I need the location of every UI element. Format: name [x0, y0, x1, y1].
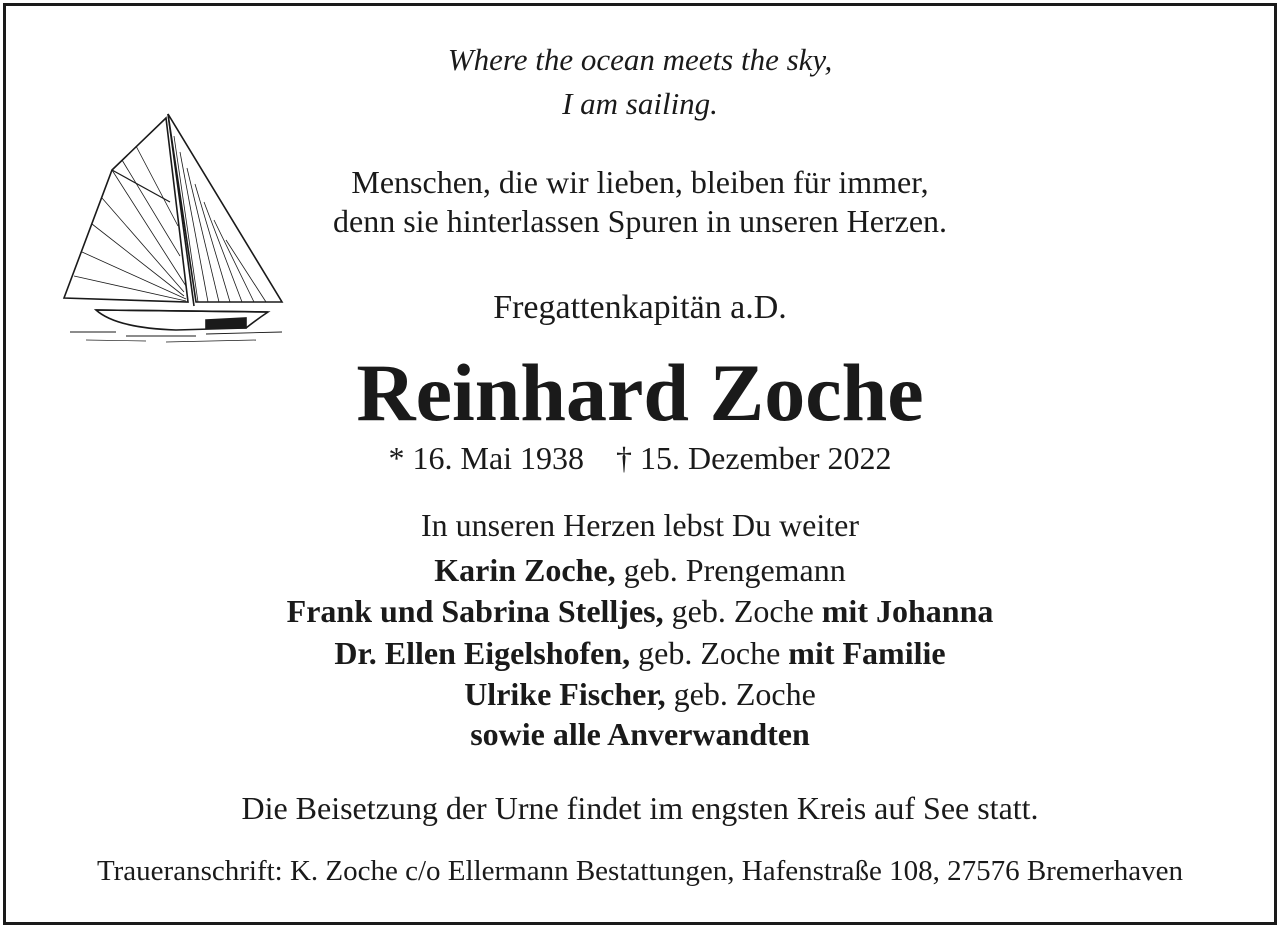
- mourner-name: Dr. Ellen Eigelshofen,: [334, 635, 631, 671]
- intro-line: In unseren Herzen lebst Du weiter: [420, 507, 860, 543]
- quote-line-1: Menschen, die wir lieben, bleiben für immer,: [351, 164, 929, 200]
- rank-title: Fregattenkapitän a.D.: [493, 289, 787, 326]
- death-date: † 15. Dezember 2022: [616, 440, 892, 476]
- mourning-address: Traueranschrift: K. Zoche c/o Ellermann Bestattungen, Hafenstraße 108, 27576 Bremerhaven: [96, 855, 1184, 887]
- quote-line-2: denn sie hinterlassen Spuren in unseren Herzen.: [332, 203, 948, 239]
- mourner-row: [6, 552, 1274, 589]
- poem-line-1: Where the ocean meets the sky,: [447, 42, 833, 77]
- mourner-row: [6, 593, 1274, 630]
- deceased-name: Reinhard Zoche: [356, 347, 924, 438]
- mourner-name: Ulrike Fischer,: [464, 676, 666, 712]
- obituary-frame: [3, 3, 1277, 925]
- burial-notice: Die Beisetzung der Urne findet im engsten Kreis auf See statt.: [241, 790, 1039, 826]
- life-dates: [6, 440, 1274, 477]
- mourner-row: [6, 635, 1274, 672]
- poem-line-2: I am sailing.: [562, 86, 718, 121]
- relatives-line: sowie alle Anverwandten: [470, 716, 810, 752]
- mourner-note: geb. Zoche: [663, 593, 822, 629]
- mourner-name: Frank und Sabrina Stelljes,: [286, 593, 664, 629]
- mourner-note: geb. Zoche: [630, 635, 789, 671]
- mourner-extra: mit Familie: [788, 635, 946, 671]
- mourner-note: geb. Prengemann: [615, 552, 846, 588]
- mourner-note: geb. Zoche: [665, 676, 816, 712]
- birth-date: * 16. Mai 1938: [388, 440, 585, 476]
- mourner-extra: mit Johanna: [821, 593, 994, 629]
- mourner-name: Karin Zoche,: [434, 552, 616, 588]
- mourner-row: [6, 676, 1274, 713]
